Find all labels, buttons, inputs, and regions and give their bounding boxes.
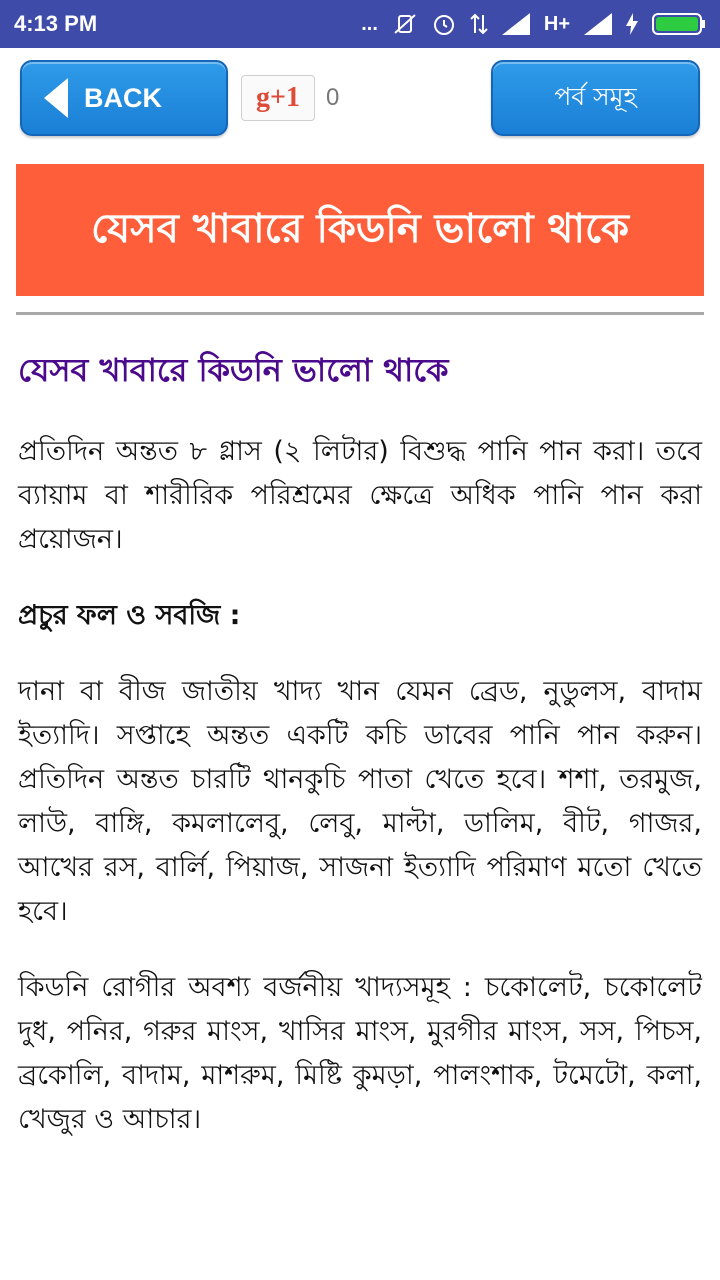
article-subheading: প্রচুর ফল ও সবজি : [18,600,241,631]
signal-icon [502,13,530,35]
alarm-icon [432,12,456,36]
article-paragraph: দানা বা বীজ জাতীয় খাদ্য খান যেমন ব্রেড, নুডুলস, বাদাম ইত্যাদি। সপ্তাহে অন্তত একটি কচি ডাবের পানি পান করুন। প্রতিদিন অন্তত চারটি থানকুচি পাতা খেতে হবে। শশা, তরমুজ, লাউ, বাঙ্গি, কমলালেবু, লেবু, মাল্টা, ডালিম, বীট, গাজর, আখের রস, বার্লি, পিয়াজ, সাজনা ইত্যাদি পরিমাণ মতো খেতে হবে। [18,676,702,927]
article-paragraph: কিডনি রোগীর অবশ্য বর্জনীয় খাদ্যসমূহ : চকোলেট, চকোলেট দুধ, পনির, গরুর মাংস, খাসির মাংস, মুরগীর মাংস, সস, পিচস, ব্রকোলি, বাদাম, মাশরুম, মিষ্টি কুমড়া, পালংশাক, টমেটো, কলা, খেজুর ও আচার। [18,972,702,1135]
signal-icon [584,13,612,35]
network-type: H+ [543,12,570,35]
back-button-label: BACK [84,82,162,113]
chapters-button-label: পর্ব সমূহ [554,81,637,111]
google-plus-one-button[interactable]: g+1 [241,75,315,121]
status-time: 4:13 PM [14,11,98,36]
plus-one-count: 0 [326,84,340,111]
banner-title: যেসব খাবারে কিডনি ভালো থাকে [90,205,630,252]
charging-icon [626,13,638,35]
back-arrow-icon [44,78,68,118]
battery-icon [652,12,706,36]
title-banner [16,164,704,296]
divider [16,312,704,315]
data-transfer-icon [470,12,488,36]
article-title: যেসব খাবারে কিডনি ভালো থাকে [18,351,449,389]
back-button[interactable] [20,60,228,136]
article-paragraph: প্রতিদিন অন্তত ৮ গ্লাস (২ লিটার) বিশুদ্ধ পানি পান করা। তবে ব্যায়াম বা শারীরিক পরিশ্রমের ক্ষেত্রে অধিক পানি পান করা প্রয়োজন। [18,436,702,555]
chapters-button[interactable] [491,60,700,136]
status-bar [0,0,720,48]
mute-vibrate-icon [392,12,418,36]
status-icons [361,12,706,36]
more-notifications-icon: ... [361,12,378,35]
